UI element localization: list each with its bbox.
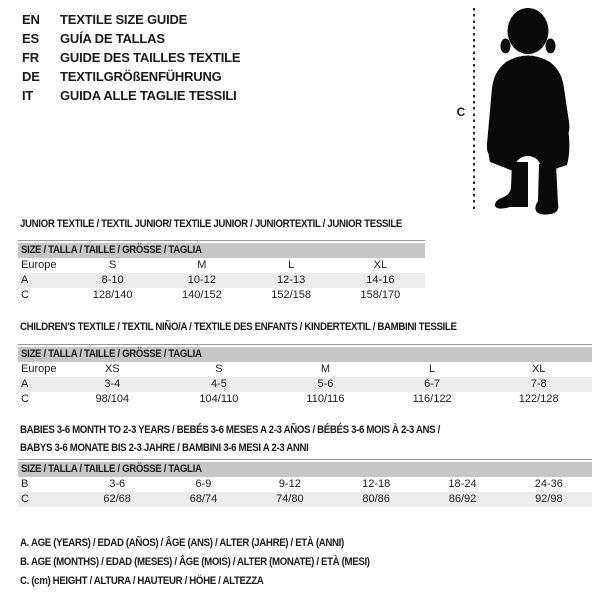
size-cell: 62/68 [103,493,131,505]
size-cell: L [288,259,295,271]
table-row [18,392,592,407]
size-cell: 122/128 [518,393,559,405]
size-cell: 5-6 [317,378,334,390]
size-cell: 92/98 [535,493,563,505]
lang-title: TEXTILE SIZE GUIDE [60,12,188,27]
table-title [18,421,592,457]
size-cell: 8-10 [101,274,124,286]
size-cell: 68/74 [189,493,218,505]
size-cell: 12-13 [277,274,306,286]
table-row [18,492,592,507]
size-table [18,344,592,407]
size-cell: 9-12 [278,478,301,490]
table-row [18,377,592,392]
language-title-list [22,10,240,105]
measurement-legend [20,534,417,591]
size-cell: M [320,363,331,375]
table-row [18,258,425,273]
table-header: SIZE / TALLA / TAILLE / GRÖSSE / TAGLIA [18,462,592,477]
table-row [18,477,592,492]
row-label: B [21,478,29,490]
table-title [18,318,592,336]
height-dotted-line [473,8,475,212]
lang-title: GUIDE DES TAILLES TEXTILE [60,50,241,65]
lang-code: IT [22,88,34,103]
table-title-line: JUNIOR TEXTILE / TEXTIL JUNIOR/ TEXTILE JUNIOR / JUNIORTEXTIL / JUNIOR TESSILE [20,218,403,230]
size-cell: 24-36 [534,478,563,490]
table-header: SIZE / TALLA / TAILLE / GRÖSSE / TAGLIA [18,347,592,362]
size-cell: 158/170 [360,289,401,301]
table-title-line: BABIES 3-6 MONTH TO 2-3 YEARS / BEBÉS 3-6 MESES A 2-3 AÑOS / BÉBÉS 3-6 MOIS À 2-3 ANS / [20,424,440,436]
lang-row-it [22,86,240,105]
size-cell: 74/80 [276,493,304,505]
size-cell: 6-9 [195,478,212,490]
size-cell: 10-12 [187,274,216,286]
size-table [18,459,592,507]
size-cell: 128/140 [92,289,133,301]
table-row [18,273,425,288]
size-cell: XL [373,259,388,271]
table-header: SIZE / TALLA / TAILLE / GRÖSSE / TAGLIA [18,243,425,258]
size-cell: 116/122 [412,393,452,405]
legend-line-b: B. AGE (MONTHS) / EDAD (MESES) / ÂGE (MOIS) / ALTER (MONATE) / ETÀ (MESI) [20,556,370,568]
size-guide-section [18,215,425,303]
size-cell: 86/92 [448,493,477,505]
size-cell: S [108,259,117,271]
row-label: Europe [21,259,57,271]
size-cell: 4-5 [210,378,227,390]
row-label: A [21,378,29,390]
size-table [18,240,425,303]
row-label: C [21,393,29,405]
lang-code: ES [22,31,39,46]
size-guide-section [18,318,592,407]
size-cell: 14-16 [366,274,395,286]
row-label: Europe [21,363,57,375]
size-cell: 6-7 [424,378,441,390]
size-guide-section [18,421,592,507]
size-cell: 80/86 [362,493,390,505]
legend-line-a: A. AGE (YEARS) / EDAD (AÑOS) / ÂGE (ANS) / ALTER (JAHRE) / ETÀ (ANNI) [20,537,344,549]
lang-row-es [22,29,240,48]
lang-title: TEXTILGRÖßENFÜHRUNG [60,69,222,84]
lang-title: GUIDA ALLE TAGLIE TESSILI [60,88,237,103]
lang-code: FR [22,50,39,65]
size-cell: XL [531,363,546,375]
size-cell: M [197,259,207,271]
height-measure-label: C [456,105,466,119]
lang-row-fr [22,48,240,67]
lang-row-en [22,10,240,29]
size-cell: 104/110 [199,393,239,405]
size-cell: S [215,363,223,375]
legend-line-c: C. (cm) HEIGHT / ALTURA / HAUTEUR / HÖHE / ALTEZZA [20,575,264,587]
size-cell: L [429,363,436,375]
lang-code: DE [22,69,40,84]
size-cell: 140/152 [181,289,222,301]
table-row [18,362,592,377]
row-label: A [21,274,29,286]
table-title-line: BABYS 3-6 MONATE BIS 2-3 JAHRE / BAMBINI 3-6 MESI A 2-3 ANNI [20,442,309,454]
size-cell: 3-4 [104,378,121,390]
size-cell: XS [104,363,120,375]
size-cell: 110/116 [306,393,345,405]
lang-code: EN [22,12,40,27]
size-cell: 7-8 [530,378,547,390]
size-cell: 98/104 [95,393,130,405]
size-cell: 3-6 [109,478,126,490]
row-label: C [21,493,29,505]
table-title [18,215,425,233]
lang-title: GUÍA DE TALLAS [60,31,165,46]
lang-row-de [22,67,240,86]
row-label: C [21,289,29,301]
baby-silhouette-icon [482,4,595,216]
size-cell: 18-24 [448,478,477,490]
table-title-line: CHILDREN'S TEXTILE / TEXTIL NIÑO/A / TEXTILE DES ENFANTS / KINDERTEXTIL / BAMBINI TESSILE [20,321,457,333]
size-cell: 12-18 [362,478,391,490]
table-row [18,288,425,303]
size-cell: 152/158 [271,289,311,301]
